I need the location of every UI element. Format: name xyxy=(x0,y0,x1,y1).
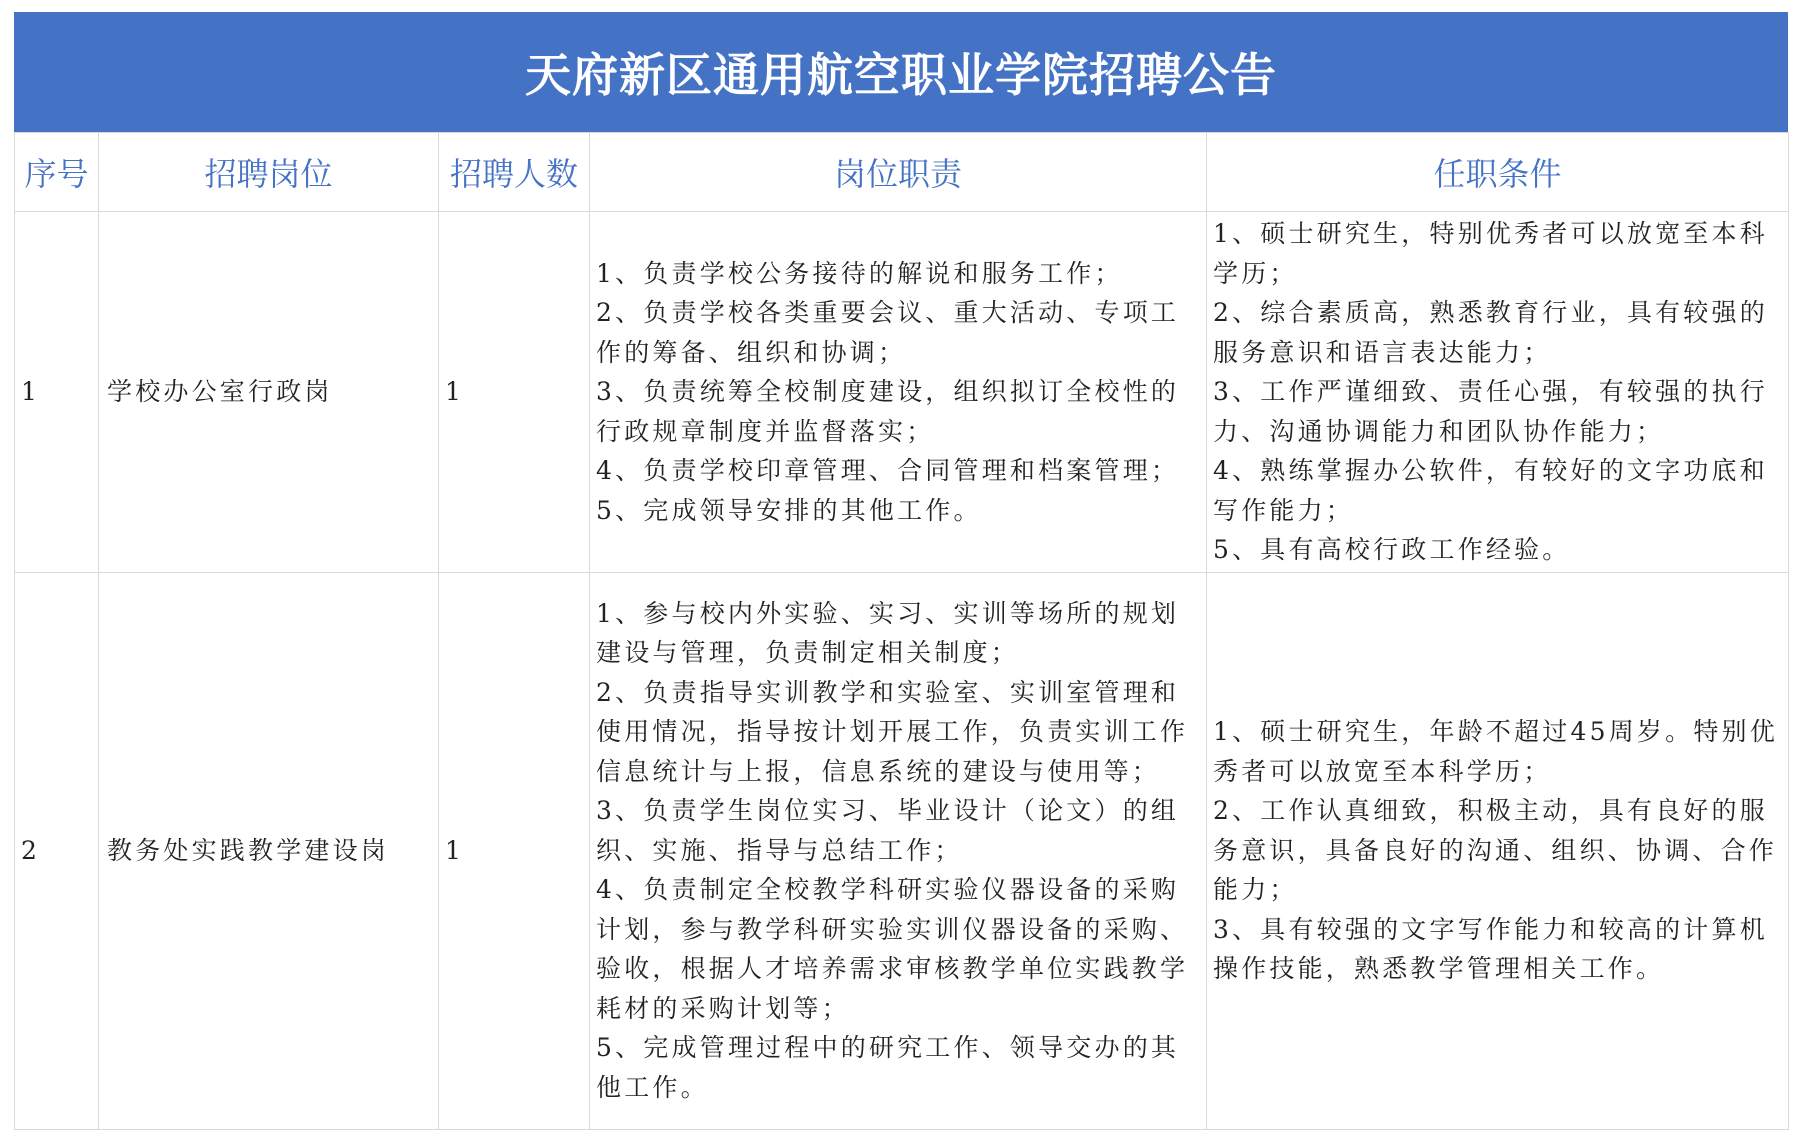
table-row xyxy=(15,212,1789,573)
requirement-item: 1、硕士研究生，特别优秀者可以放宽至本科学历； xyxy=(1213,219,1768,288)
requirement-item: 3、工作严谨细致、责任心强，有较强的执行力、沟通协调能力和团队协作能力； xyxy=(1213,377,1768,446)
row-requirements xyxy=(1207,572,1789,1129)
duty-item: 2、负责指导实训教学和实验室、实训室管理和使用情况，指导按计划开展工作，负责实训工作信息统计与上报，信息系统的建设与使用等； xyxy=(596,677,1189,786)
requirement-item: 3、具有较强的文字写作能力和较高的计算机操作技能，熟悉教学管理相关工作。 xyxy=(1213,914,1768,984)
row-requirements xyxy=(1207,212,1789,573)
duty-item: 2、负责学校各类重要会议、重大活动、专项工作的筹备、组织和协调； xyxy=(596,298,1180,367)
requirement-item: 5、具有高校行政工作经验。 xyxy=(1213,535,1571,564)
recruitment-table xyxy=(14,132,1789,1130)
requirement-item: 4、熟练掌握办公软件，有较好的文字功底和写作能力； xyxy=(1213,456,1768,525)
row-position: 学校办公室行政岗 xyxy=(99,212,439,573)
row-no: 2 xyxy=(15,572,99,1129)
header-no: 序号 xyxy=(15,133,99,212)
header-position: 招聘岗位 xyxy=(99,133,439,212)
duty-item: 5、完成领导安排的其他工作。 xyxy=(596,495,982,525)
row-duties xyxy=(590,572,1207,1129)
header-duties: 岗位职责 xyxy=(590,133,1207,212)
page-title: 天府新区通用航空职业学院招聘公告 xyxy=(14,12,1788,132)
duty-item: 4、负责学校印章管理、合同管理和档案管理； xyxy=(596,456,1180,485)
row-count: 1 xyxy=(439,572,590,1129)
requirement-item: 1、硕士研究生，年龄不超过45周岁。特别优秀者可以放宽至本科学历； xyxy=(1213,717,1778,786)
duty-item: 3、负责学生岗位实习、毕业设计（论文）的组织、实施、指导与总结工作； xyxy=(596,796,1180,865)
requirement-item: 2、综合素质高，熟悉教育行业，具有较强的服务意识和语言表达能力； xyxy=(1213,298,1768,367)
header-count: 招聘人数 xyxy=(439,133,590,212)
row-duties xyxy=(590,212,1207,573)
duty-item: 5、完成管理过程中的研究工作、领导交办的其他工作。 xyxy=(596,1033,1180,1102)
duty-item: 1、参与校内外实验、实习、实训等场所的规划建设与管理，负责制定相关制度； xyxy=(596,598,1180,668)
row-count: 1 xyxy=(439,212,590,573)
row-no: 1 xyxy=(15,212,99,573)
row-position: 教务处实践教学建设岗 xyxy=(99,572,439,1129)
requirement-item: 2、工作认真细致，积极主动，具有良好的服务意识，具备良好的沟通、组织、协调、合作能力； xyxy=(1213,796,1778,905)
table-row xyxy=(15,572,1789,1129)
table-header-row xyxy=(15,133,1789,212)
recruitment-sheet xyxy=(14,12,1788,1130)
duty-item: 1、负责学校公务接待的解说和服务工作； xyxy=(596,258,1123,288)
duty-item: 3、负责统筹全校制度建设，组织拟订全校性的行政规章制度并监督落实； xyxy=(596,377,1180,446)
duty-item: 4、负责制定全校教学科研实验仪器设备的采购计划，参与教学科研实验实训仪器设备的采购、验收，根据人才培养需求审核教学单位实践教学耗材的采购计划等； xyxy=(596,875,1189,1023)
header-requirements: 任职条件 xyxy=(1207,133,1789,212)
